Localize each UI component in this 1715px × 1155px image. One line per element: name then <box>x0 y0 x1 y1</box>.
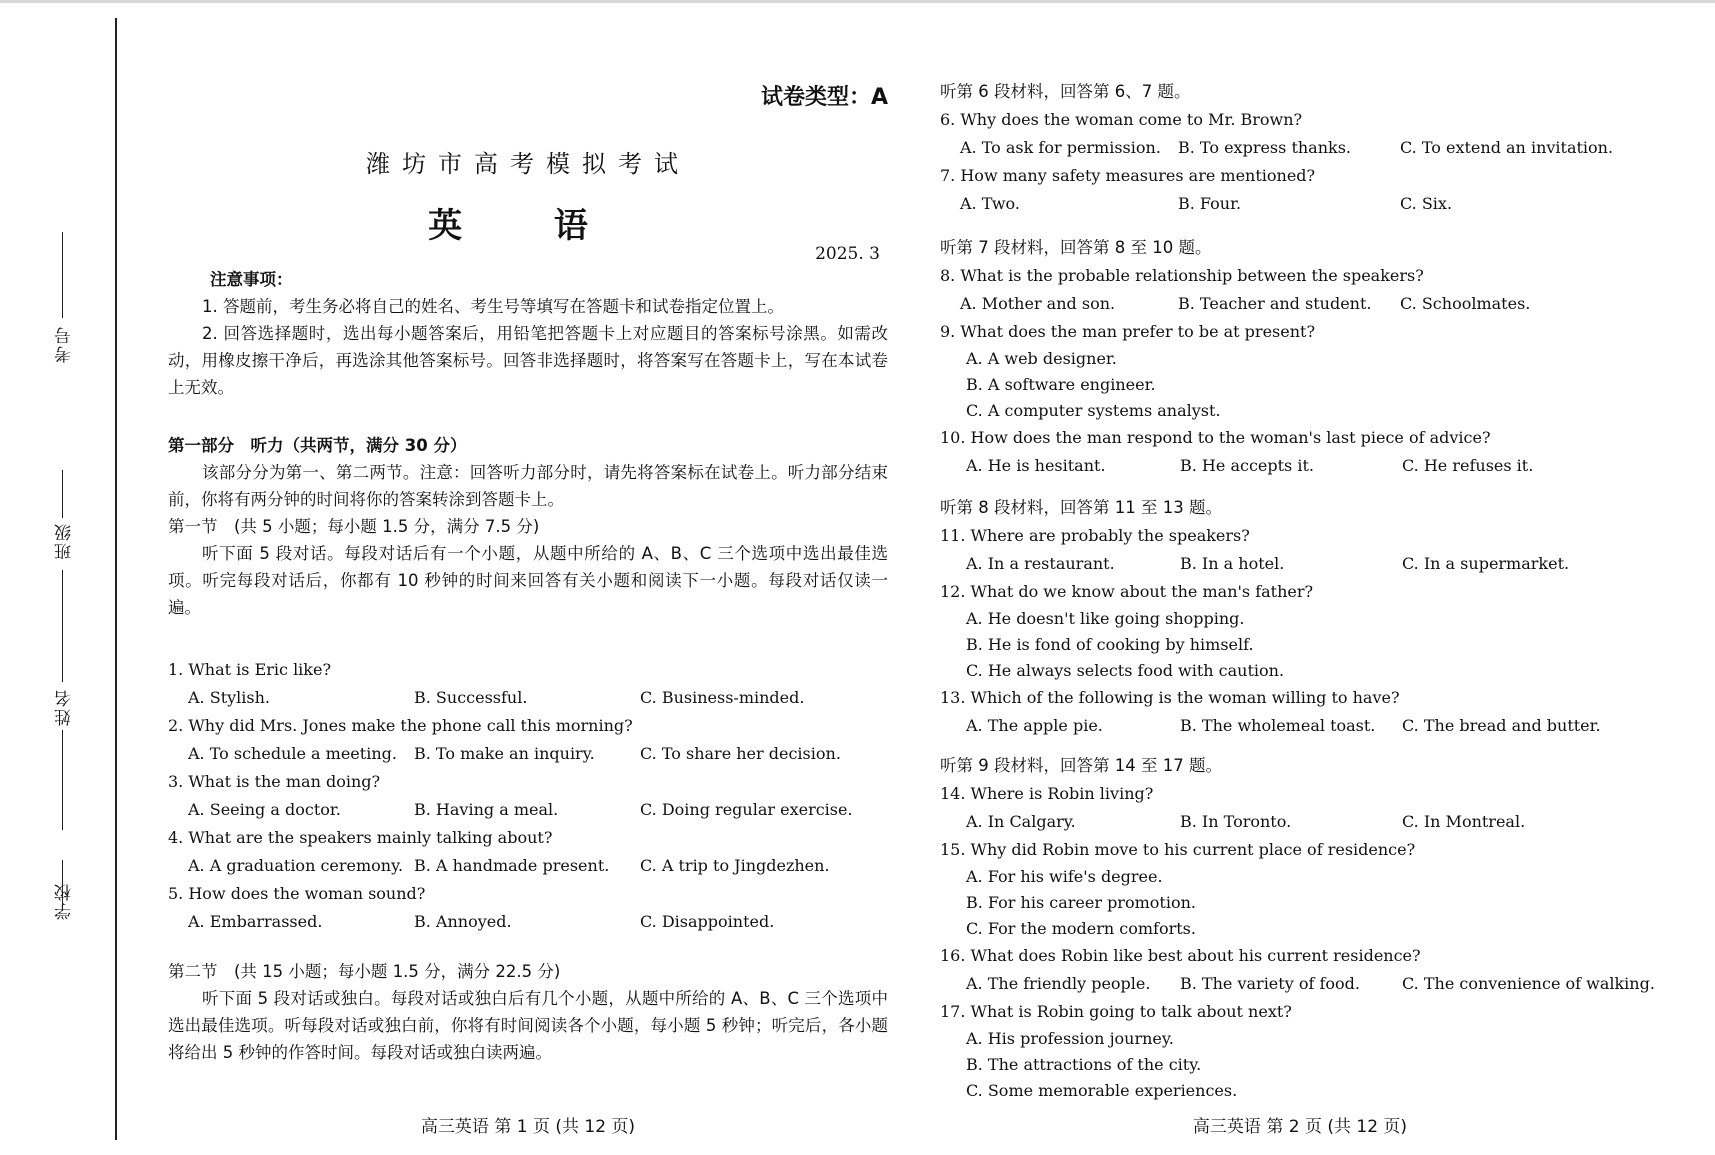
question-4: 4. What are the speakers mainly talking about? <box>168 828 553 847</box>
option-b: B. Annoyed. <box>414 912 512 931</box>
option-b: B. Having a meal. <box>414 800 559 819</box>
question-3: 3. What is the man doing? <box>168 772 381 791</box>
question-10-options <box>940 452 1660 480</box>
option-c: C. Doing regular exercise. <box>640 800 853 819</box>
part1-title: 第一部分 听力（共两节，满分 30 分） <box>168 436 467 455</box>
option-a: A. To ask for permission. <box>960 138 1161 157</box>
question-12: 12. What do we know about the man's father? <box>940 582 1314 601</box>
exam-title: 潍坊市高考模拟考试 <box>366 150 690 178</box>
option-b: B. Teacher and student. <box>1178 294 1372 313</box>
question-14: 14. Where is Robin living? <box>940 784 1154 803</box>
subject-title: 英 语 <box>428 206 628 246</box>
option-a: A. Stylish. <box>188 688 270 707</box>
option-a: A. He doesn't like going shopping. <box>966 609 1245 628</box>
option-c: C. The convenience of walking. <box>1402 974 1655 993</box>
name-label: 姓名 <box>55 688 75 726</box>
exam-date: 2025. 3 <box>815 244 880 264</box>
page-1-footer: 高三英语 第 1 页 (共 12 页) <box>420 1117 636 1137</box>
option-c: C. To extend an invitation. <box>1400 138 1614 157</box>
option-c: C. Business-minded. <box>640 688 805 707</box>
option-c: C. Some memorable experiences. <box>966 1081 1238 1100</box>
question-8-options <box>940 290 1660 318</box>
option-a: A. He is hesitant. <box>966 456 1106 475</box>
top-border <box>0 0 1715 3</box>
question-5-options <box>168 908 888 936</box>
question-7: 7. How many safety measures are mentioned? <box>940 166 1316 185</box>
question-17: 17. What is Robin going to talk about next? <box>940 1002 1292 1021</box>
exam-no-label: 考号 <box>55 325 75 363</box>
material-8 <box>940 494 1660 740</box>
page-2-footer: 高三英语 第 2 页 (共 12 页) <box>1192 1117 1408 1137</box>
option-b: B. Successful. <box>414 688 528 707</box>
question-6: 6. Why does the woman come to Mr. Brown? <box>940 110 1303 129</box>
question-13: 13. Which of the following is the woman willing to have? <box>940 688 1400 707</box>
option-c: C. A trip to Jingdezhen. <box>640 856 830 875</box>
section2-intro <box>168 958 888 1066</box>
material-6 <box>940 78 1660 218</box>
name-line-2 <box>62 730 63 830</box>
sec2-desc: 听下面 5 段对话或独白。每段对话或独白后有几个小题，从题中所给的 A、B、C 三个选项中选出最佳选项。听每段对话或独白前，你将有时间阅读各个小题，每小题 5 秒钟；听完后，各小题将给出 5 秒钟的作答时间。每段对话或独白读两遍。 <box>168 989 888 1062</box>
notice-item-1: 1. 答题前，考生务必将自己的姓名、考生号等填写在答题卡和试卷指定位置上。 <box>202 297 784 316</box>
option-a: A. Mother and son. <box>960 294 1116 313</box>
option-c: C. Schoolmates. <box>1400 294 1531 313</box>
question-16: 16. What does Robin like best about his current residence? <box>940 946 1421 965</box>
option-a: A. The friendly people. <box>966 974 1151 993</box>
part1-section <box>168 432 888 621</box>
question-7-options <box>940 190 1660 218</box>
question-1: 1. What is Eric like? <box>168 660 332 679</box>
paper-type: 试卷类型：A <box>760 85 888 110</box>
option-c: C. In Montreal. <box>1402 812 1526 831</box>
question-15: 15. Why did Robin move to his current place of residence? <box>940 840 1416 859</box>
question-8: 8. What is the probable relationship between the speakers? <box>940 266 1424 285</box>
option-b: B. In a hotel. <box>1180 554 1285 573</box>
notice-title: 注意事项： <box>210 270 293 289</box>
material-6-heading: 听第 6 段材料，回答第 6、7 题。 <box>940 82 1191 101</box>
question-3-options <box>168 796 888 824</box>
option-b: B. He is fond of cooking by himself. <box>966 635 1254 654</box>
option-b: B. For his career promotion. <box>966 893 1196 912</box>
option-c: C. Six. <box>1400 194 1453 213</box>
option-c: C. The bread and butter. <box>1402 716 1601 735</box>
option-b: B. A software engineer. <box>966 375 1156 394</box>
option-b: B. To make an inquiry. <box>414 744 595 763</box>
school-label: 学校 <box>55 882 75 920</box>
option-b: B. In Toronto. <box>1180 812 1292 831</box>
option-a: A. In a restaurant. <box>966 554 1115 573</box>
option-b: B. He accepts it. <box>1180 456 1314 475</box>
class-label: 班级 <box>55 522 75 560</box>
material-7-heading: 听第 7 段材料，回答第 8 至 10 题。 <box>940 238 1212 257</box>
option-b: B. The attractions of the city. <box>966 1055 1202 1074</box>
question-2: 2. Why did Mrs. Jones make the phone call this morning? <box>168 716 633 735</box>
question-9-options <box>940 346 1660 424</box>
option-b: B. Four. <box>1178 194 1242 213</box>
exam-no-line <box>62 232 63 318</box>
option-b: B. To express thanks. <box>1178 138 1352 157</box>
option-a: A. A graduation ceremony. <box>188 856 404 875</box>
question-11: 11. Where are probably the speakers? <box>940 526 1250 545</box>
question-4-options <box>168 852 888 880</box>
question-9: 9. What does the man prefer to be at present? <box>940 322 1316 341</box>
question-16-options <box>940 970 1660 998</box>
question-11-options <box>940 550 1660 578</box>
option-a: A. Two. <box>960 194 1020 213</box>
option-b: B. The variety of food. <box>1180 974 1360 993</box>
material-9 <box>940 752 1660 1104</box>
notice-section <box>168 266 888 401</box>
option-c: C. He always selects food with caution. <box>966 661 1285 680</box>
question-10: 10. How does the man respond to the woman's last piece of advice? <box>940 428 1491 447</box>
option-c: C. A computer systems analyst. <box>966 401 1221 420</box>
option-a: A. In Calgary. <box>966 812 1076 831</box>
option-a: A. The apple pie. <box>966 716 1103 735</box>
option-b: B. A handmade present. <box>414 856 610 875</box>
material-9-heading: 听第 9 段材料，回答第 14 至 17 题。 <box>940 756 1222 775</box>
question-15-options <box>940 864 1660 942</box>
question-5: 5. How does the woman sound? <box>168 884 426 903</box>
question-1-options <box>168 684 888 712</box>
material-7 <box>940 234 1660 480</box>
notice-item-2: 2. 回答选择题时，选出每小题答案后，用铅笔把答题卡上对应题目的答案标号涂黑。如需改动，用橡皮擦干净后，再选涂其他答案标号。回答非选择题时，将答案写在答题卡上，写在本试卷上无效。 <box>168 324 888 397</box>
name-line <box>62 600 63 682</box>
option-a: A. A web designer. <box>966 349 1117 368</box>
option-a: A. To schedule a meeting. <box>188 744 397 763</box>
option-c: C. He refuses it. <box>1402 456 1534 475</box>
question-17-options <box>940 1026 1660 1104</box>
option-a: A. For his wife's degree. <box>966 867 1163 886</box>
sec1-desc: 听下面 5 段对话。每段对话后有一个小题，从题中所给的 A、B、C 三个选项中选出最佳选项。听完每段对话后，你都有 10 秒钟的时间来回答有关小题和阅读下一小题。每段对话仅读一遍。 <box>168 544 888 617</box>
question-13-options <box>940 712 1660 740</box>
material-8-heading: 听第 8 段材料，回答第 11 至 13 题。 <box>940 498 1222 517</box>
section1-questions <box>168 656 888 936</box>
option-a: A. Seeing a doctor. <box>188 800 341 819</box>
option-c: C. For the modern comforts. <box>966 919 1196 938</box>
option-c: C. Disappointed. <box>640 912 775 931</box>
binding-margin-line <box>115 18 117 1140</box>
question-6-options <box>940 134 1660 162</box>
option-c: C. To share her decision. <box>640 744 841 763</box>
option-a: A. His profession journey. <box>966 1029 1174 1048</box>
part1-desc: 该部分分为第一、第二两节。注意：回答听力部分时，请先将答案标在试卷上。听力部分结束前，你将有两分钟的时间将你的答案转涂到答题卡上。 <box>168 463 888 509</box>
option-a: A. Embarrassed. <box>188 912 323 931</box>
class-line <box>62 470 63 518</box>
sec1-title: 第一节 (共 5 小题；每小题 1.5 分，满分 7.5 分) <box>168 517 540 536</box>
option-b: B. The wholemeal toast. <box>1180 716 1376 735</box>
sec2-title: 第二节 (共 15 小题；每小题 1.5 分，满分 22.5 分) <box>168 962 561 981</box>
question-14-options <box>940 808 1660 836</box>
question-12-options <box>940 606 1660 684</box>
option-c: C. In a supermarket. <box>1402 554 1570 573</box>
question-2-options <box>168 740 888 768</box>
